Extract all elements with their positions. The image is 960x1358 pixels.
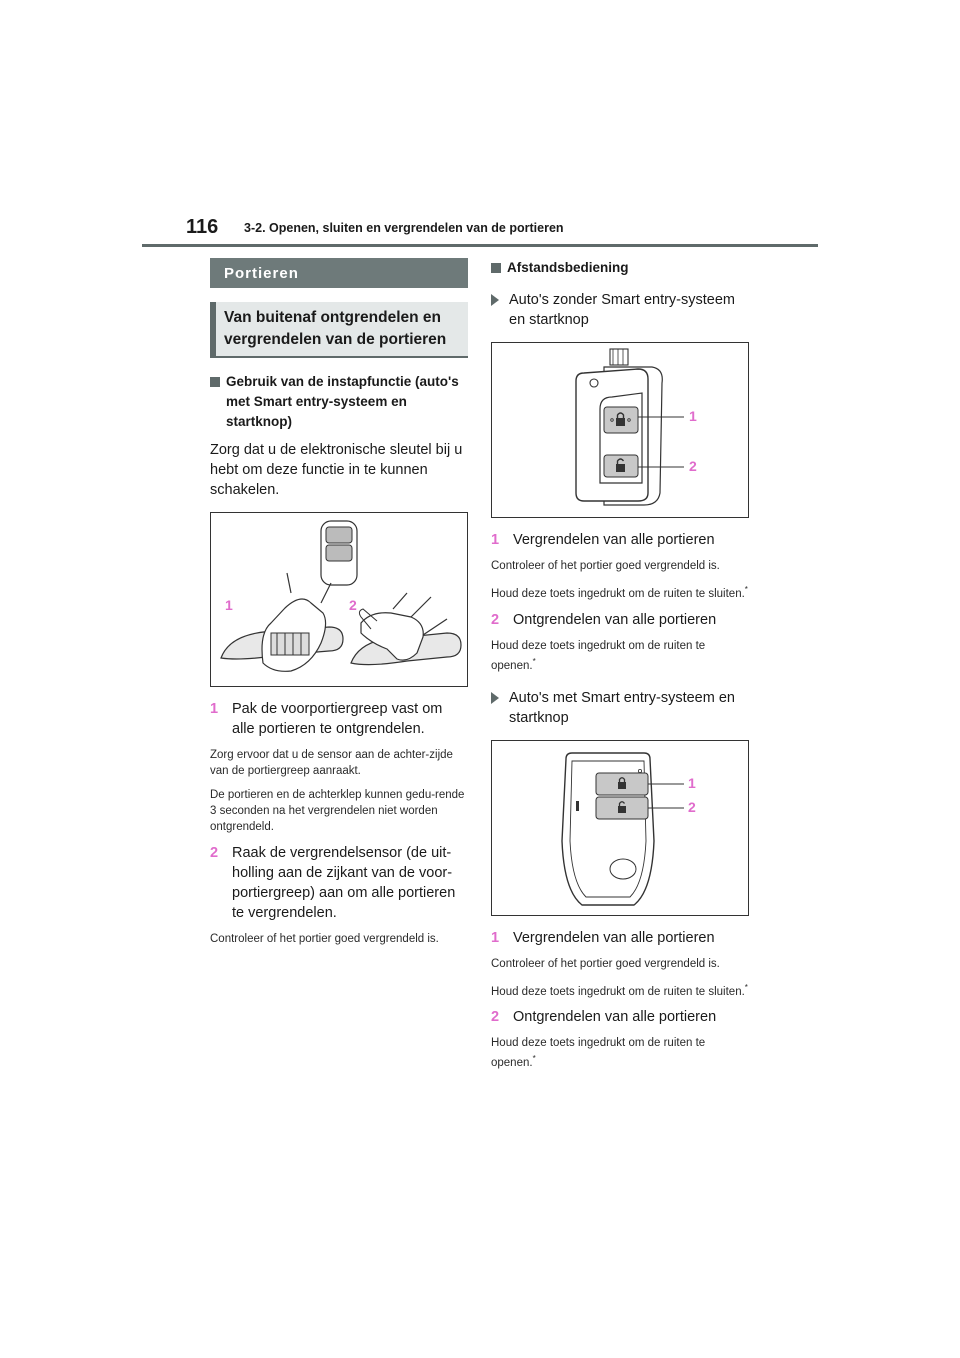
step-text: Vergrendelen van alle portieren <box>513 532 715 548</box>
option-a-heading <box>491 290 749 330</box>
step-note-text: Houd deze toets ingedrukt om de ruiten te openen. <box>491 639 706 672</box>
footnote-mark: * <box>744 585 748 594</box>
chapter-title: 3-2. Openen, sluiten en vergrendelen van de portieren <box>244 221 564 235</box>
figure-callout-2: 2 <box>688 798 696 815</box>
step-number: 1 <box>210 701 219 717</box>
footnote-mark: * <box>532 1054 536 1064</box>
smart-key-illustration <box>492 741 748 915</box>
subsection-title: Van buitenaf ontgrendelen en vergrendelen van de portieren <box>224 309 447 348</box>
step-text: Ontgrendelen van alle portieren <box>513 1009 717 1026</box>
step-note-with-footnote <box>491 582 749 602</box>
triangle-bullet-icon <box>491 294 499 306</box>
door-handle-illustration <box>211 513 467 686</box>
step-1 <box>491 928 749 948</box>
option-a-title: Auto's zonder Smart entry-systeem en startknop <box>509 292 735 328</box>
square-bullet-icon <box>491 263 501 273</box>
subsection-title-box <box>210 302 468 358</box>
step-text: Ontgrendelen van alle portieren <box>513 611 717 628</box>
remote-key-figure <box>491 342 749 518</box>
remote-heading-text: Afstandsbediening <box>507 260 629 275</box>
step-text: Pak de voorportiergreep vast om alle portieren te ontgrendelen. <box>232 701 443 737</box>
step-1 <box>491 530 749 550</box>
feature-heading-text: Gebruik van de instapfunctie (auto's met Smart entry-systeem en startknop) <box>226 374 459 429</box>
step-note-with-footnote <box>491 980 749 1000</box>
door-handle-figure <box>210 512 468 687</box>
step-number: 2 <box>491 611 500 628</box>
option-b-heading <box>491 688 749 728</box>
step-note-with-footnote <box>491 1035 749 1071</box>
step-note-text: Houd deze toets ingedrukt om de ruiten te sluiten. <box>491 985 745 998</box>
feature-heading <box>210 372 468 432</box>
figure-callout-1: 1 <box>225 597 233 613</box>
triangle-bullet-icon <box>491 692 499 704</box>
remote-heading <box>491 258 749 278</box>
smart-key-figure <box>491 740 749 916</box>
step-note: Controleer of het portier goed vergrendeld is. <box>491 560 720 572</box>
step-note: De portieren en de achterklep kunnen gedu-rende 3 seconden na het vergrendelen niet worden ontgrendeld. <box>210 789 465 833</box>
section-title-bar <box>210 258 468 288</box>
intro-text: Zorg dat u de elektronische sleutel bij u hebt om deze functie in te kunnen schakelen. <box>210 442 463 498</box>
figure-callout-1: 1 <box>689 408 697 424</box>
header-rule <box>142 244 818 247</box>
footnote-mark: * <box>532 656 536 666</box>
step-number: 2 <box>210 845 219 861</box>
step-note-text: Houd deze toets ingedrukt om de ruiten te sluiten. <box>491 587 745 600</box>
figure-callout-2: 2 <box>349 597 357 613</box>
flip-key-illustration <box>492 343 748 517</box>
step-note: Zorg ervoor dat u de sensor aan de achter-zijde van de portiergreep aanraakt. <box>210 749 453 777</box>
step-number: 1 <box>491 532 500 548</box>
option-b-title: Auto's met Smart entry-systeem en startknop <box>509 689 735 726</box>
page-number: 116 <box>186 216 219 238</box>
figure-callout-1: 1 <box>688 774 696 791</box>
right-column <box>491 258 749 1079</box>
step-note-text: Houd deze toets ingedrukt om de ruiten te openen. <box>491 1037 706 1070</box>
step-note: Controleer of het portier goed vergrendeld is. <box>210 933 439 945</box>
left-column <box>210 258 468 955</box>
step-2 <box>491 610 749 630</box>
step-note: Controleer of het portier goed vergrendeld is. <box>491 957 720 970</box>
step-number: 1 <box>491 929 500 946</box>
step-2 <box>210 843 468 923</box>
step-2 <box>491 1007 749 1027</box>
step-1 <box>210 699 468 739</box>
square-bullet-icon <box>210 377 220 387</box>
figure-callout-2: 2 <box>689 458 697 474</box>
step-number: 2 <box>491 1009 500 1026</box>
step-text: Vergrendelen van alle portieren <box>513 929 715 946</box>
step-note-with-footnote <box>491 638 749 674</box>
step-text: Raak de vergrendelsensor (de uit-holling aan de zijkant van de voor-portiergreep) aan om alle portieren te vergrendelen. <box>232 845 456 921</box>
footnote-mark: * <box>744 982 748 992</box>
section-title: Portieren <box>224 264 299 282</box>
